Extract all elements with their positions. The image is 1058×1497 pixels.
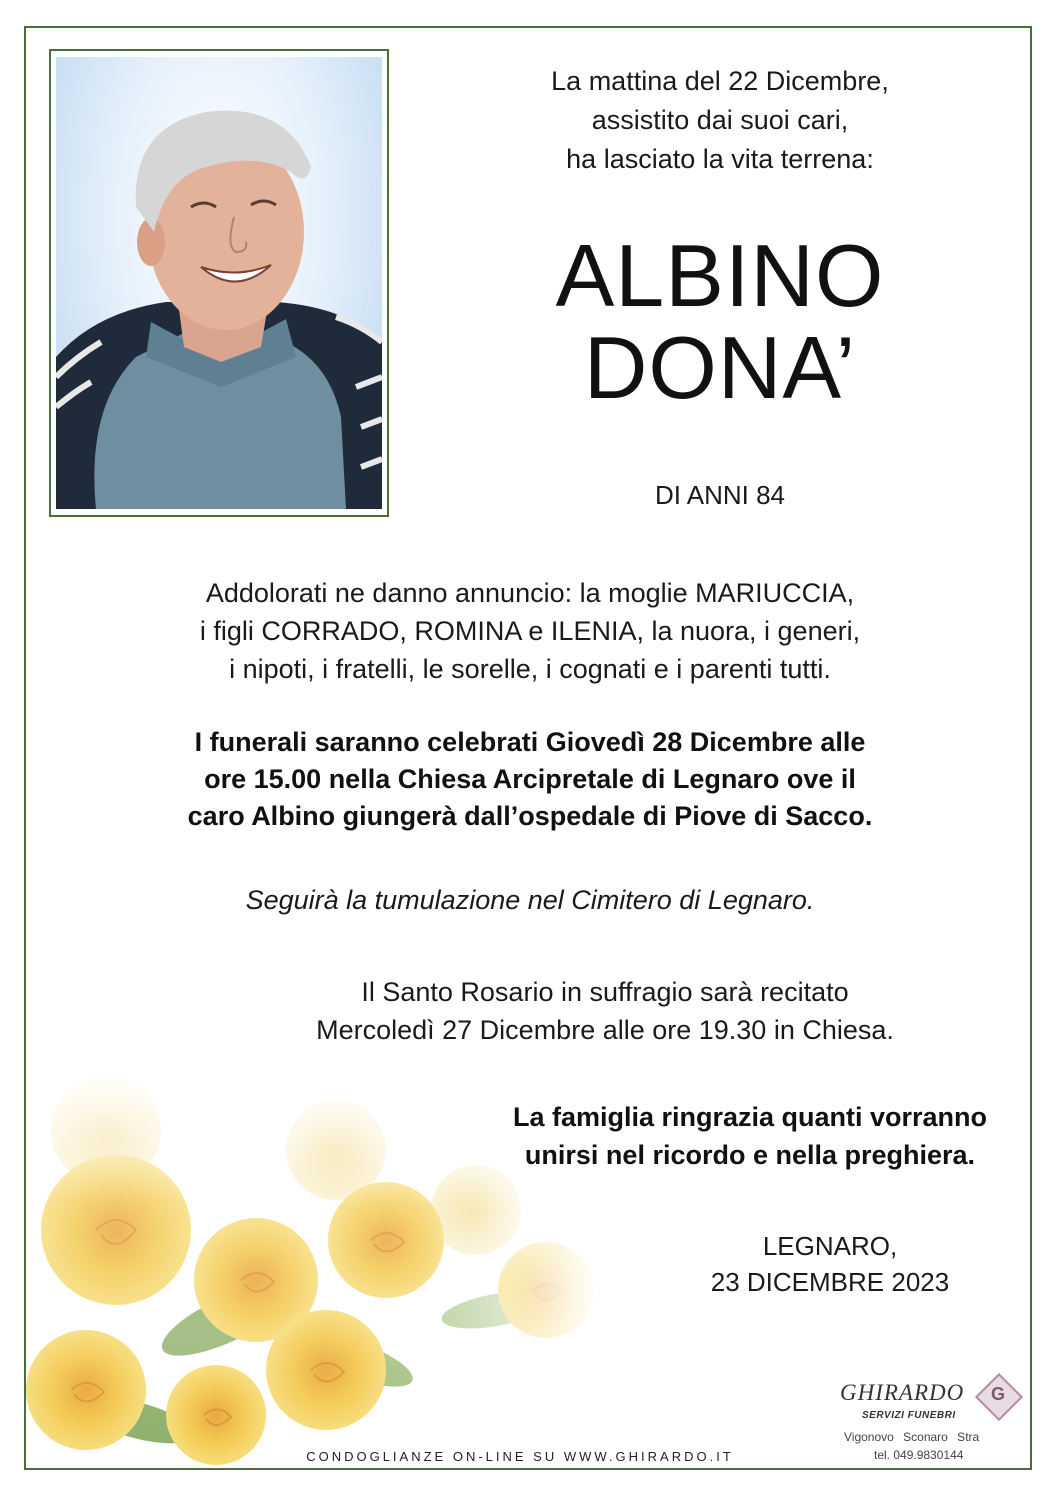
date: 23 DICEMBRE 2023: [710, 1267, 950, 1297]
portrait-frame: [49, 49, 389, 517]
logo-subtitle: SERVIZI FUNEBRI: [862, 1410, 956, 1421]
announcement-line: i figli CORRADO, ROMINA e ILENIA, la nuora, i generi,: [199, 616, 861, 646]
deceased-age: DI ANNI 84: [654, 480, 786, 510]
intro-line: ha lasciato la vita terrena:: [566, 144, 874, 174]
burial-note: Seguirà la tumulazione nel Cimitero di Legnaro.: [245, 885, 815, 915]
thanks-line: La famiglia ringrazia quanti vorranno: [512, 1102, 988, 1132]
intro-line: La mattina del 22 Dicembre,: [551, 66, 889, 96]
thanks-note: [460, 1098, 1040, 1174]
announcement: [100, 574, 960, 688]
rosary-line: Il Santo Rosario in suffragio sarà recitato: [361, 977, 849, 1007]
logo-phone: tel. 049.9830144: [874, 1448, 964, 1462]
rosary-line: Mercoledì 27 Dicembre alle ore 19.30 in Chiesa.: [316, 1015, 894, 1045]
thanks-line: unirsi nel ricordo e nella preghiera.: [524, 1140, 976, 1170]
deceased-name: [470, 226, 970, 417]
condolences-footer: CONDOGLIANZE ON-LINE SU WWW.GHIRARDO.IT: [306, 1449, 734, 1464]
funeral-line: ore 15.00 nella Chiesa Arcipretale di Legnaro ove il: [204, 764, 856, 794]
funeral-line: caro Albino giungerà dall’ospedale di Piove di Sacco.: [187, 801, 873, 831]
logo-badge-letter: G: [990, 1384, 1005, 1404]
logo-name: GHIRARDO: [840, 1380, 965, 1405]
logo-locations: Vigonovo Sconaro Stra: [844, 1430, 980, 1444]
place: LEGNARO,: [762, 1231, 898, 1261]
funeral-service-logo: [832, 1374, 1032, 1464]
announcement-line: Addolorati ne danno annuncio: la moglie MARIUCCIA,: [205, 578, 855, 608]
rosary-note: [230, 973, 980, 1049]
funeral-line: I funerali saranno celebrati Giovedì 28 Dicembre alle: [194, 727, 866, 757]
last-name: DONA’: [583, 318, 857, 417]
first-name: ALBINO: [555, 226, 885, 325]
intro-line: assistito dai suoi cari,: [591, 105, 849, 135]
portrait-photo: [56, 57, 382, 509]
intro-text: [470, 62, 970, 179]
place-date: [640, 1228, 1020, 1300]
announcement-line: i nipoti, i fratelli, le sorelle, i cognati e i parenti tutti.: [229, 654, 831, 684]
funeral-details: [100, 724, 960, 835]
